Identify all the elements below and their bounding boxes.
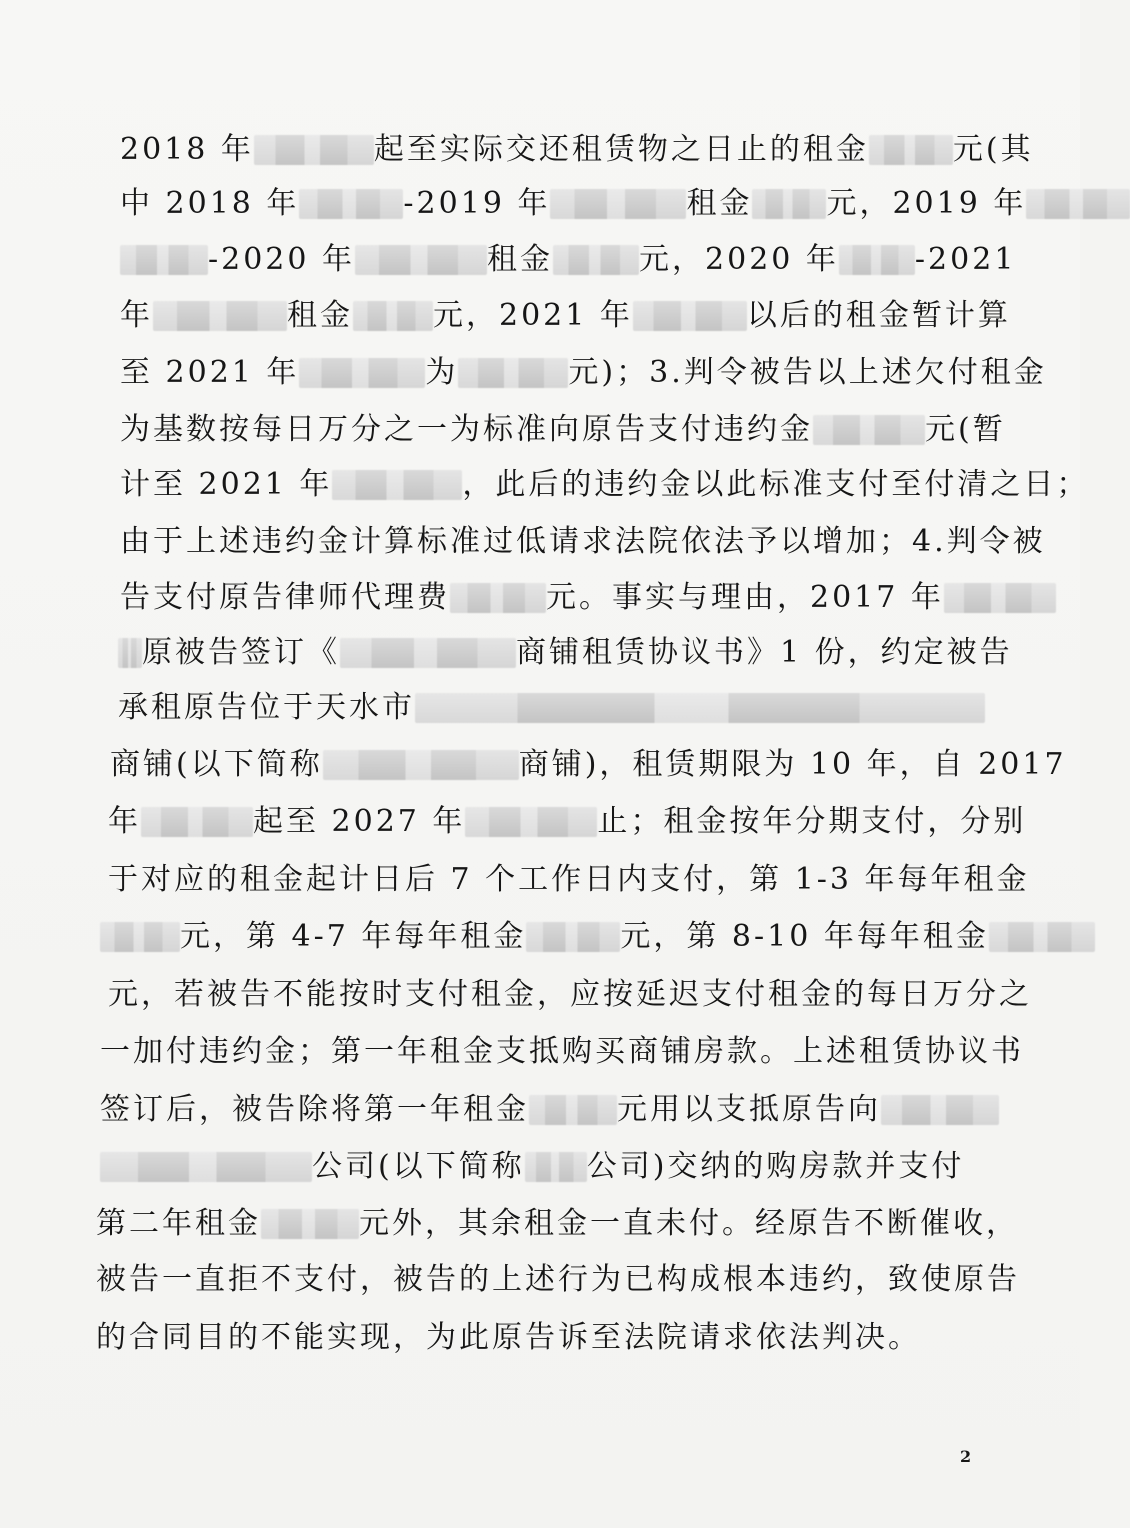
text-segment: 止；租金按年分期支付，分别 bbox=[597, 804, 1027, 839]
redaction-block bbox=[141, 807, 253, 837]
redaction-block bbox=[944, 583, 1056, 613]
redaction-block bbox=[120, 245, 208, 275]
text-line bbox=[118, 623, 1013, 681]
text-line bbox=[96, 1250, 1020, 1308]
text-segment: 以后的租金暂计算 bbox=[746, 298, 1011, 333]
text-segment: 元，2019 年 bbox=[826, 186, 1027, 221]
text-segment: 的合同目的不能实现，为此原告诉至法院请求依法判决。 bbox=[96, 1320, 921, 1355]
text-segment: 一加付违约金；第一年租金支抵购买商铺房款。上述租赁协议书 bbox=[100, 1034, 1024, 1069]
text-segment: 商铺(以下简称 bbox=[110, 747, 323, 782]
redaction-block bbox=[340, 638, 516, 668]
redaction-block bbox=[261, 1209, 359, 1239]
redaction-block bbox=[353, 301, 433, 331]
redaction-block bbox=[465, 807, 597, 837]
text-segment: 元，第 8-10 年每年租金 bbox=[620, 919, 989, 954]
redaction-block bbox=[989, 922, 1095, 952]
redaction-block bbox=[118, 638, 142, 668]
redaction-block bbox=[332, 470, 462, 500]
redaction-block bbox=[100, 922, 180, 952]
text-line bbox=[96, 1308, 970, 1366]
redaction-block bbox=[100, 1152, 312, 1182]
redaction-block bbox=[813, 415, 925, 445]
redaction-block bbox=[415, 693, 985, 723]
redaction-block bbox=[299, 358, 425, 388]
text-line bbox=[120, 343, 1047, 401]
text-line bbox=[120, 512, 1046, 570]
text-segment: 租金 bbox=[287, 298, 353, 333]
text-segment: -2021 bbox=[914, 242, 1017, 277]
text-segment: 商铺租赁协议书》1 份，约定被告 bbox=[516, 635, 1013, 670]
redaction-block bbox=[752, 189, 826, 219]
text-line bbox=[110, 735, 1067, 793]
text-line bbox=[120, 120, 1034, 178]
text-line bbox=[120, 286, 1011, 344]
text-segment: 年 bbox=[108, 804, 141, 839]
text-line bbox=[100, 907, 989, 965]
text-segment: -2020 年 bbox=[208, 242, 356, 277]
redaction-block bbox=[550, 189, 686, 219]
text-segment: 为基数按每日万分之一为标准向原告支付违约金 bbox=[120, 412, 813, 447]
text-segment: 至 2021 年 bbox=[120, 355, 300, 390]
text-line bbox=[120, 455, 1090, 513]
text-segment: 年 bbox=[120, 298, 153, 333]
text-line bbox=[100, 1080, 970, 1138]
text-line bbox=[108, 965, 1032, 1023]
text-segment: -2019 年 bbox=[403, 186, 551, 221]
redaction-block bbox=[839, 245, 915, 275]
text-line bbox=[120, 174, 1027, 232]
text-line bbox=[120, 400, 1006, 458]
text-segment: 元(其 bbox=[952, 132, 1034, 167]
text-segment: 元)；3.判令被告以上述欠付租金 bbox=[568, 355, 1047, 390]
redaction-block bbox=[299, 189, 403, 219]
redaction-block bbox=[633, 301, 747, 331]
text-segment: 元，第 4-7 年每年租金 bbox=[180, 919, 527, 954]
text-segment: 第二年租金 bbox=[96, 1206, 261, 1241]
text-segment: 2018 年 bbox=[120, 132, 254, 167]
redaction-block bbox=[869, 135, 953, 165]
text-segment: 计至 2021 年 bbox=[120, 467, 333, 502]
text-segment: 元外，其余租金一直未付。经原告不断催收， bbox=[359, 1206, 1019, 1241]
redaction-block bbox=[553, 245, 639, 275]
text-segment: 承租原告位于天水市 bbox=[118, 690, 415, 725]
text-segment: 由于上述违约金计算标准过低请求法院依法予以增加；4.判令被 bbox=[120, 524, 1046, 559]
text-segment: 公司)交纳的购房款并支付 bbox=[586, 1149, 965, 1184]
redaction-block bbox=[323, 750, 519, 780]
text-segment: 签订后，被告除将第一年租金 bbox=[100, 1092, 529, 1127]
text-segment: 原被告签订《 bbox=[142, 635, 340, 670]
text-line bbox=[118, 678, 964, 736]
text-segment: 元，2021 年 bbox=[433, 298, 633, 333]
redaction-block bbox=[525, 1152, 587, 1182]
text-segment: 商铺)，租赁期限为 10 年，自 2017 bbox=[518, 747, 1067, 782]
page-number: 2 bbox=[960, 1447, 972, 1466]
text-segment: 中 2018 年 bbox=[120, 186, 300, 221]
text-line bbox=[100, 1022, 1024, 1080]
text-segment: 于对应的租金起计日后 7 个工作日内支付，第 1-3 年每年租金 bbox=[108, 862, 1030, 897]
redaction-block bbox=[153, 301, 287, 331]
text-segment: 起至 2027 年 bbox=[253, 804, 466, 839]
text-segment: 元，2020 年 bbox=[639, 242, 839, 277]
text-segment: 租金 bbox=[487, 242, 554, 277]
redaction-block bbox=[450, 583, 546, 613]
text-segment: 告支付原告律师代理费 bbox=[120, 580, 450, 615]
redaction-block bbox=[1026, 189, 1130, 219]
redaction-block bbox=[254, 135, 374, 165]
redaction-block bbox=[529, 1095, 617, 1125]
text-line bbox=[120, 568, 966, 626]
text-segment: 元用以支抵原告向 bbox=[617, 1092, 881, 1127]
text-segment: 元，若被告不能按时支付租金，应按延迟支付租金的每日万分之 bbox=[108, 977, 1032, 1012]
text-line bbox=[96, 1194, 1019, 1252]
text-segment: 租金 bbox=[686, 186, 753, 221]
text-line bbox=[108, 850, 1030, 908]
text-line bbox=[120, 230, 1017, 288]
text-segment: 元(暂 bbox=[925, 412, 1006, 447]
redaction-block bbox=[881, 1095, 999, 1125]
redaction-block bbox=[458, 358, 568, 388]
redaction-block bbox=[526, 922, 620, 952]
text-line bbox=[100, 1137, 970, 1195]
redaction-block bbox=[355, 245, 487, 275]
text-segment: ，此后的违约金以此标准支付至付清之日； bbox=[462, 467, 1090, 502]
text-line bbox=[108, 792, 1027, 850]
text-segment: 被告一直拒不支付，被告的上述行为已构成根本违约，致使原告 bbox=[96, 1262, 1020, 1297]
text-segment: 起至实际交还租赁物之日止的租金 bbox=[373, 132, 869, 167]
text-segment: 元。事实与理由，2017 年 bbox=[546, 580, 944, 615]
text-segment: 公司(以下简称 bbox=[312, 1149, 525, 1184]
text-segment: 为 bbox=[425, 355, 459, 390]
